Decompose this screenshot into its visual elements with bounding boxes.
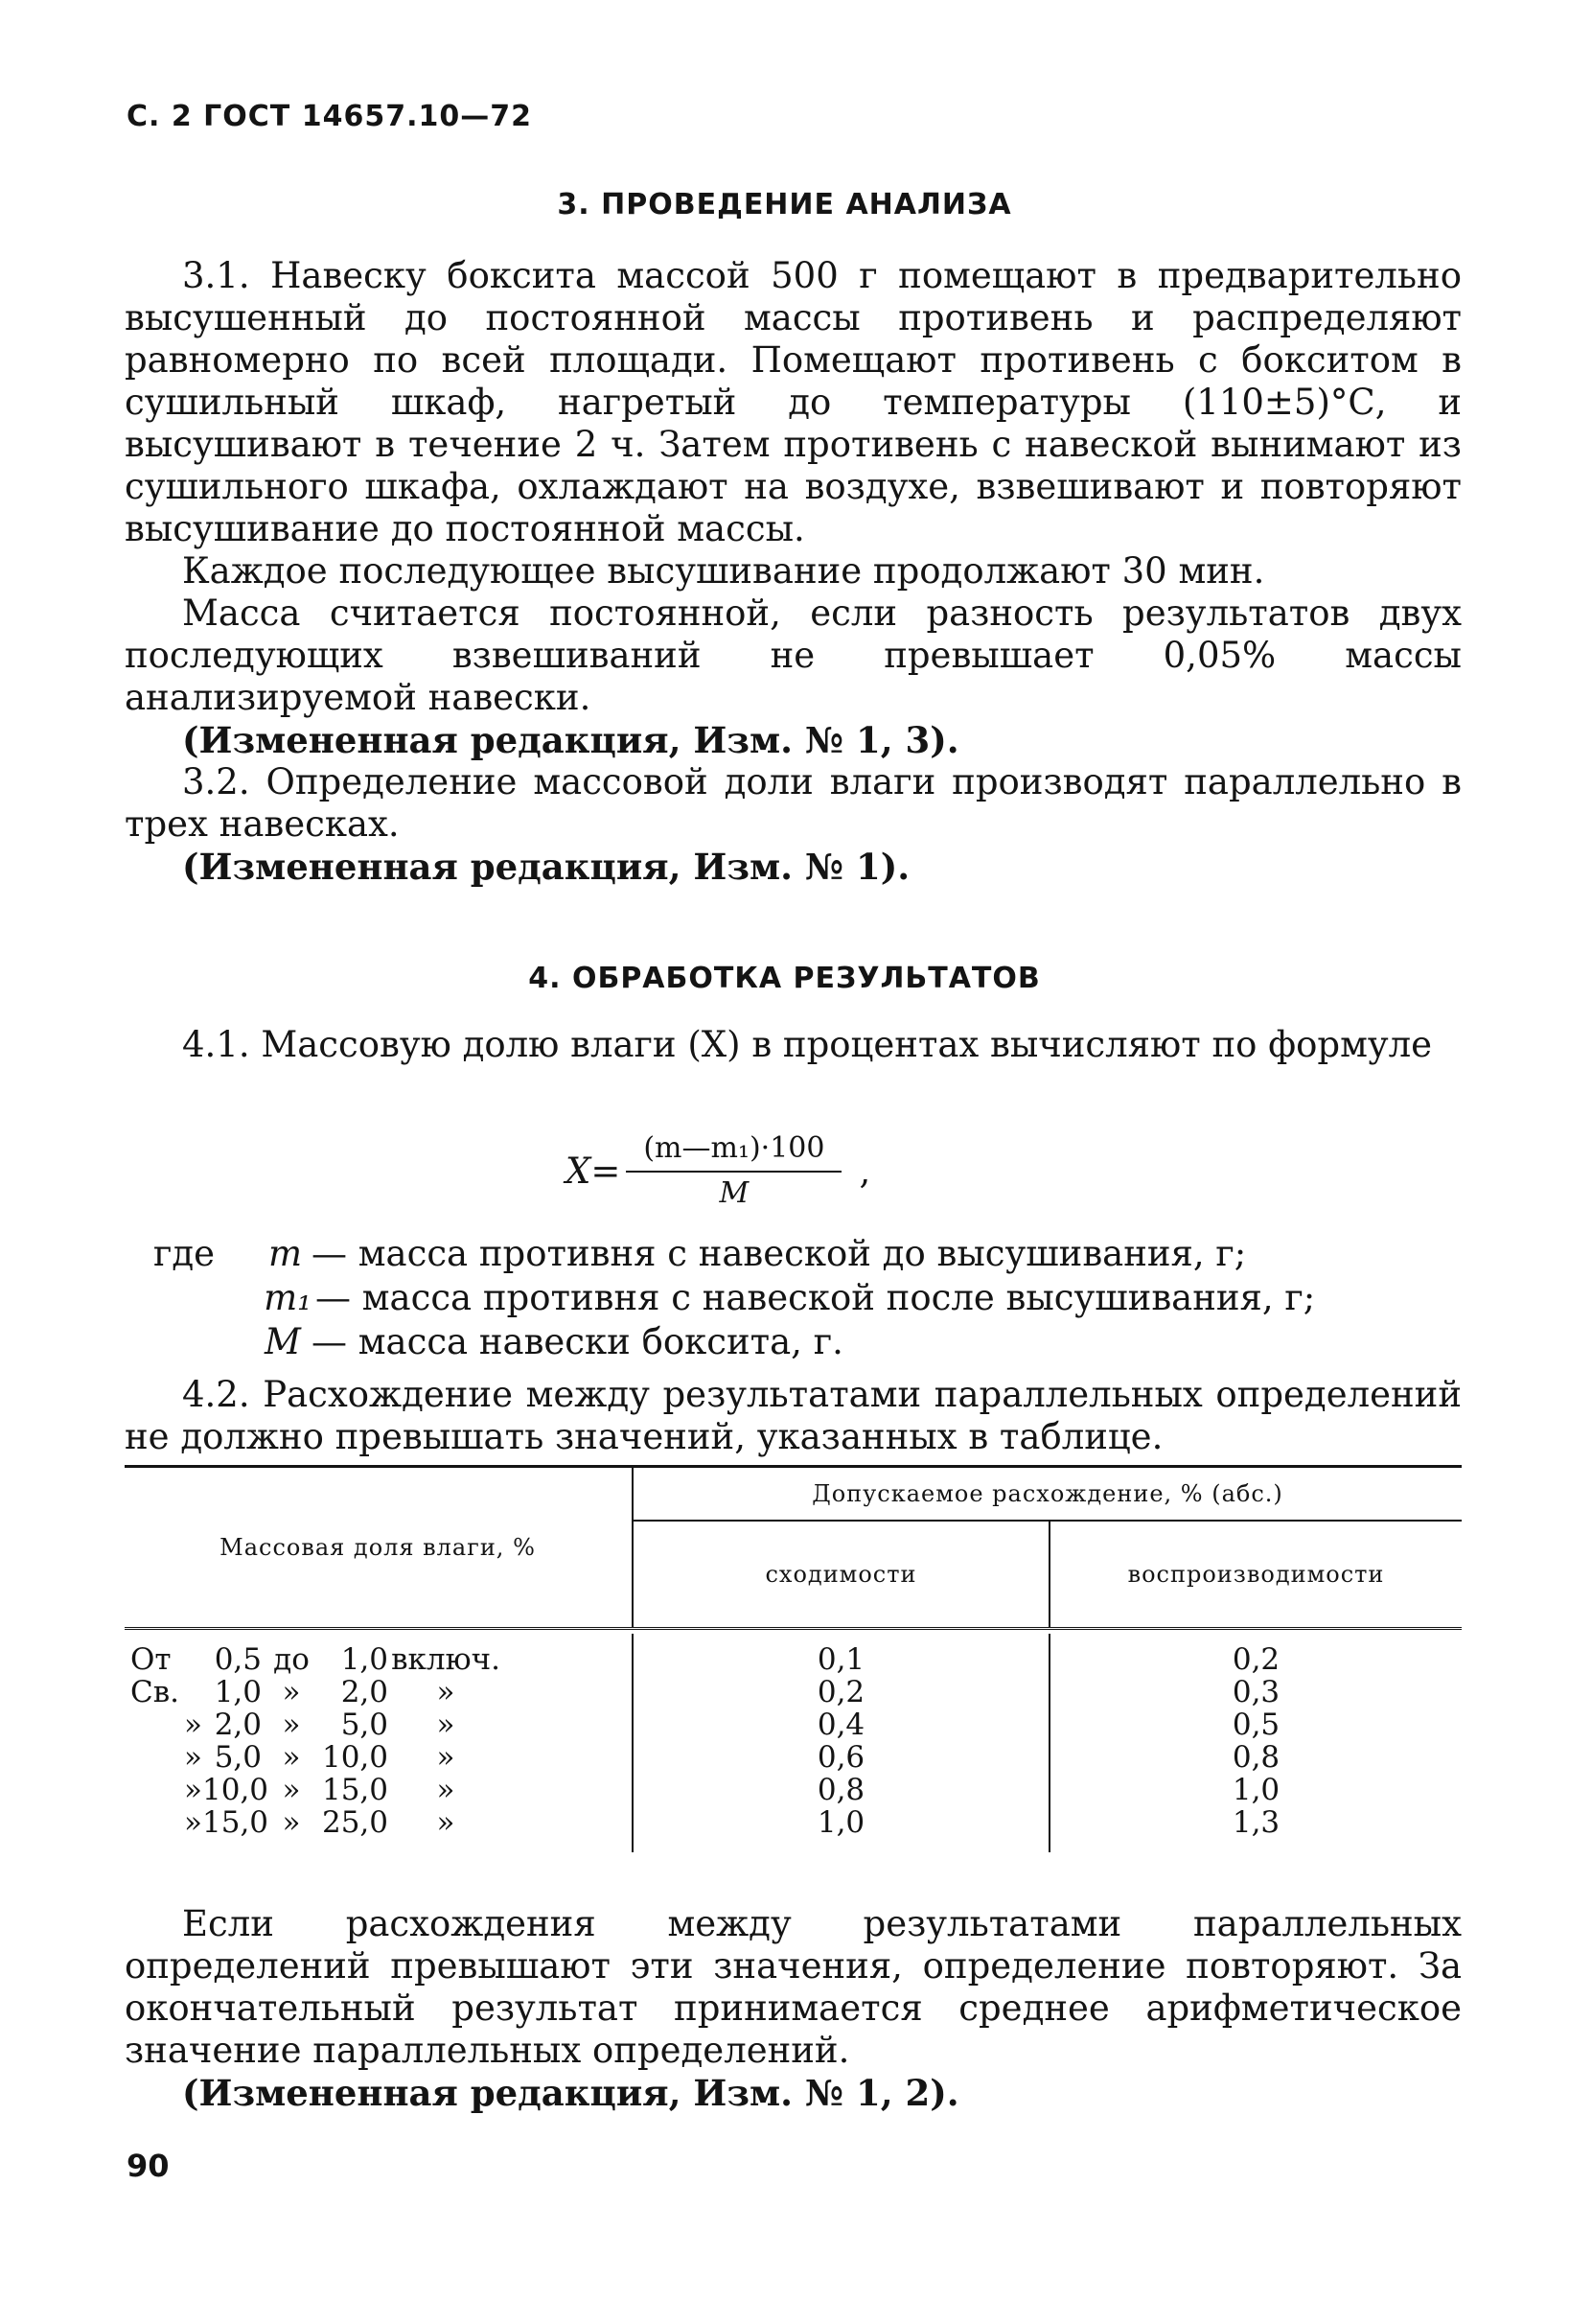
- convergence-column: [633, 1634, 1050, 1852]
- paragraph-repeat-determination: Если расхождения между результатами параллельных определений превышают эти значения, определение повторяют. За окончательный результат принимается среднее арифметическое значение параллельных определений.: [125, 1903, 1462, 2071]
- definition-row: [153, 1276, 1315, 1320]
- definition-symbol: m₁: [264, 1277, 311, 1318]
- range-row: От 0,5 до 1,0 включ.: [130, 1642, 500, 1677]
- section-4-title: 4. ОБРАБОТКА РЕЗУЛЬТАТОВ: [528, 962, 1041, 995]
- paragraph-4-2: 4.2. Расхождение между результатами параллельных определений не должно превышать значений, указанных в таблице.: [125, 1374, 1462, 1457]
- convergence-value: 1,0: [817, 1805, 865, 1840]
- reproducibility-value: 0,3: [1232, 1675, 1281, 1709]
- range-row: Св. 1,0 » 2,0 »: [130, 1675, 455, 1709]
- formula-denominator: M: [719, 1176, 750, 1210]
- paragraph-4-2-block: [125, 1374, 1462, 1458]
- section-3-body: [125, 255, 1462, 888]
- definition-lead: [153, 1320, 268, 1364]
- range-row: » 5,0 » 10,0 »: [184, 1740, 455, 1775]
- reproducibility-value: 0,8: [1232, 1740, 1281, 1775]
- reproducibility-column: [1050, 1634, 1462, 1852]
- reproducibility-value: 1,0: [1232, 1773, 1281, 1807]
- definition-text: — масса противня с навеской до высушивания, г;: [311, 1233, 1247, 1274]
- formula-fraction: [626, 1131, 842, 1210]
- running-header: С. 2 ГОСТ 14657.10—72: [127, 100, 532, 133]
- header-moisture-fraction: Массовая доля влаги, %: [125, 1467, 633, 1629]
- amendment-note-1: (Измененная редакция, Изм. № 1, 3).: [182, 719, 959, 761]
- table-body-row: [125, 1634, 1462, 1852]
- definition-lead: где: [153, 1233, 216, 1274]
- paragraph-3-1-constant-mass: Масса считается постоянной, если разность результатов двух последующих взвешиваний не превышает 0,05% массы анализируемой навески.: [125, 593, 1462, 718]
- header-reproducibility: воспроизводимости: [1127, 1561, 1385, 1588]
- header-convergence: сходимости: [633, 1521, 1050, 1629]
- definition-symbol: m: [268, 1233, 303, 1274]
- definition-text: — масса противня с навеской после высушивания, г;: [315, 1277, 1316, 1318]
- header-allowed-discrepancy: Допускаемое расхождение, % (абс.): [633, 1467, 1462, 1522]
- range-row: » 15,0 » 25,0 »: [184, 1805, 455, 1840]
- formula-lhs: X=: [565, 1150, 621, 1192]
- paragraph-4-1: 4.1. Массовую долю влаги (X) в процентах вычисляют по формуле: [182, 1024, 1433, 1065]
- paragraph-4-1-block: [125, 1024, 1462, 1066]
- paragraph-3-2: 3.2. Определение массовой доли влаги производят параллельно в трех навесках.: [125, 761, 1462, 845]
- range-row: » 10,0 » 15,0 »: [184, 1773, 455, 1807]
- paragraph-3-1: 3.1. Навеску боксита массой 500 г помещают в предварительно высушенный до постоянной массы противень и распределяют равномерно по всей площади. Помещают противень с бокситом в сушильный шкаф, нагретый до температуры (110±5)°С, и высушивают в течение 2 ч. Затем противень с навеской вынимают из сушильного шкафа, охлаждают на воздухе, взвешивают и повторяют высушивание до постоянной массы.: [125, 255, 1462, 549]
- reproducibility-value: 0,2: [1232, 1642, 1281, 1677]
- definition-symbol: M: [265, 1321, 301, 1362]
- page-number: 90: [127, 2148, 170, 2184]
- definition-lead: [153, 1276, 268, 1320]
- reproducibility-value: 0,5: [1232, 1708, 1281, 1742]
- amendment-note-3: (Измененная редакция, Изм. № 1, 2).: [182, 2072, 959, 2114]
- convergence-value: 0,4: [817, 1708, 865, 1742]
- amendment-note-2: (Измененная редакция, Изм. № 1).: [182, 846, 911, 888]
- convergence-value: 0,8: [817, 1773, 865, 1807]
- formula-numerator: (m—m₁)·100: [626, 1131, 842, 1173]
- section-3-title: 3. ПРОВЕДЕНИЕ АНАЛИЗА: [557, 188, 1012, 221]
- formula-comma: ,: [859, 1150, 871, 1192]
- definition-text: — масса навески боксита, г.: [311, 1321, 843, 1362]
- moisture-formula: [565, 1131, 870, 1210]
- definition-row: [153, 1232, 1315, 1276]
- tolerance-table: [125, 1465, 1462, 1852]
- definition-row: [153, 1320, 1315, 1364]
- paragraph-3-1-time: Каждое последующее высушивание продолжают 30 мин.: [182, 550, 1265, 592]
- range-column: [125, 1634, 633, 1852]
- convergence-value: 0,2: [817, 1675, 865, 1709]
- formula-definitions: [153, 1232, 1315, 1364]
- range-row: » 2,0 » 5,0 »: [184, 1708, 455, 1742]
- convergence-value: 0,6: [817, 1740, 865, 1775]
- reproducibility-value: 1,3: [1232, 1805, 1281, 1840]
- convergence-value: 0,1: [817, 1642, 865, 1677]
- section-4-closing: [125, 1903, 1462, 2114]
